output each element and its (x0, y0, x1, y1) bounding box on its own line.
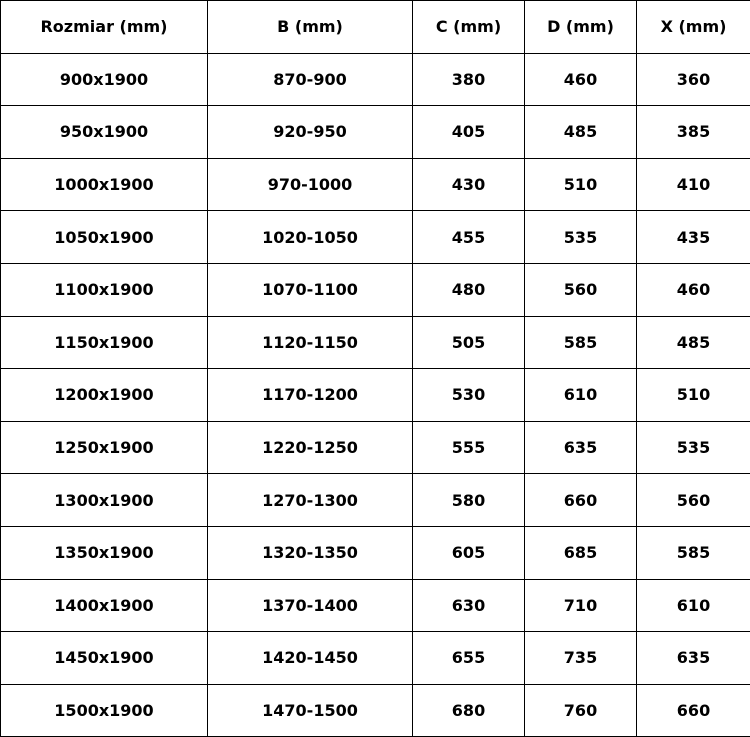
table-row (1, 158, 750, 211)
cell-rozmiar: 1350x1900 (1, 526, 208, 579)
cell-b: 1070-1100 (208, 263, 413, 316)
column-header-c: C (mm) (413, 1, 525, 54)
cell-c: 630 (413, 579, 525, 632)
cell-x: 660 (637, 684, 750, 737)
cell-rozmiar: 1400x1900 (1, 579, 208, 632)
cell-b: 1320-1350 (208, 526, 413, 579)
cell-x: 435 (637, 211, 750, 264)
cell-x: 610 (637, 579, 750, 632)
cell-c: 605 (413, 526, 525, 579)
cell-x: 510 (637, 369, 750, 422)
table-row (1, 211, 750, 264)
cell-d: 510 (525, 158, 637, 211)
table-row (1, 474, 750, 527)
cell-c: 480 (413, 263, 525, 316)
table-row (1, 526, 750, 579)
cell-x: 535 (637, 421, 750, 474)
cell-x: 385 (637, 106, 750, 159)
column-header-rozmiar: Rozmiar (mm) (1, 1, 208, 54)
cell-x: 560 (637, 474, 750, 527)
cell-rozmiar: 1050x1900 (1, 211, 208, 264)
cell-b: 1420-1450 (208, 632, 413, 685)
table-row (1, 684, 750, 737)
cell-b: 870-900 (208, 53, 413, 106)
cell-x: 410 (637, 158, 750, 211)
cell-d: 485 (525, 106, 637, 159)
cell-c: 680 (413, 684, 525, 737)
table-row (1, 106, 750, 159)
table-header-row (1, 1, 750, 54)
table-header (1, 1, 750, 54)
cell-b: 920-950 (208, 106, 413, 159)
cell-c: 455 (413, 211, 525, 264)
cell-x: 460 (637, 263, 750, 316)
cell-rozmiar: 1150x1900 (1, 316, 208, 369)
table-row (1, 316, 750, 369)
cell-d: 710 (525, 579, 637, 632)
cell-d: 610 (525, 369, 637, 422)
cell-x: 585 (637, 526, 750, 579)
cell-d: 460 (525, 53, 637, 106)
cell-d: 585 (525, 316, 637, 369)
cell-x: 635 (637, 632, 750, 685)
cell-d: 685 (525, 526, 637, 579)
column-header-d: D (mm) (525, 1, 637, 54)
cell-rozmiar: 1200x1900 (1, 369, 208, 422)
cell-b: 1470-1500 (208, 684, 413, 737)
cell-d: 660 (525, 474, 637, 527)
table-row (1, 53, 750, 106)
cell-d: 760 (525, 684, 637, 737)
cell-c: 580 (413, 474, 525, 527)
cell-b: 1370-1400 (208, 579, 413, 632)
cell-rozmiar: 1450x1900 (1, 632, 208, 685)
cell-rozmiar: 1500x1900 (1, 684, 208, 737)
table-row (1, 263, 750, 316)
table-row (1, 632, 750, 685)
cell-rozmiar: 900x1900 (1, 53, 208, 106)
cell-b: 1270-1300 (208, 474, 413, 527)
cell-rozmiar: 1300x1900 (1, 474, 208, 527)
cell-c: 530 (413, 369, 525, 422)
cell-b: 1170-1200 (208, 369, 413, 422)
cell-b: 1220-1250 (208, 421, 413, 474)
cell-c: 655 (413, 632, 525, 685)
cell-d: 735 (525, 632, 637, 685)
cell-rozmiar: 1250x1900 (1, 421, 208, 474)
cell-c: 430 (413, 158, 525, 211)
cell-c: 555 (413, 421, 525, 474)
cell-rozmiar: 1000x1900 (1, 158, 208, 211)
column-header-x: X (mm) (637, 1, 750, 54)
column-header-b: B (mm) (208, 1, 413, 54)
cell-rozmiar: 1100x1900 (1, 263, 208, 316)
cell-c: 405 (413, 106, 525, 159)
cell-x: 360 (637, 53, 750, 106)
cell-d: 535 (525, 211, 637, 264)
cell-b: 970-1000 (208, 158, 413, 211)
cell-x: 485 (637, 316, 750, 369)
table-row (1, 421, 750, 474)
table-row (1, 579, 750, 632)
cell-c: 380 (413, 53, 525, 106)
cell-c: 505 (413, 316, 525, 369)
cell-b: 1120-1150 (208, 316, 413, 369)
cell-rozmiar: 950x1900 (1, 106, 208, 159)
cell-d: 635 (525, 421, 637, 474)
cell-b: 1020-1050 (208, 211, 413, 264)
table-body (1, 53, 750, 737)
cell-d: 560 (525, 263, 637, 316)
table-row (1, 369, 750, 422)
